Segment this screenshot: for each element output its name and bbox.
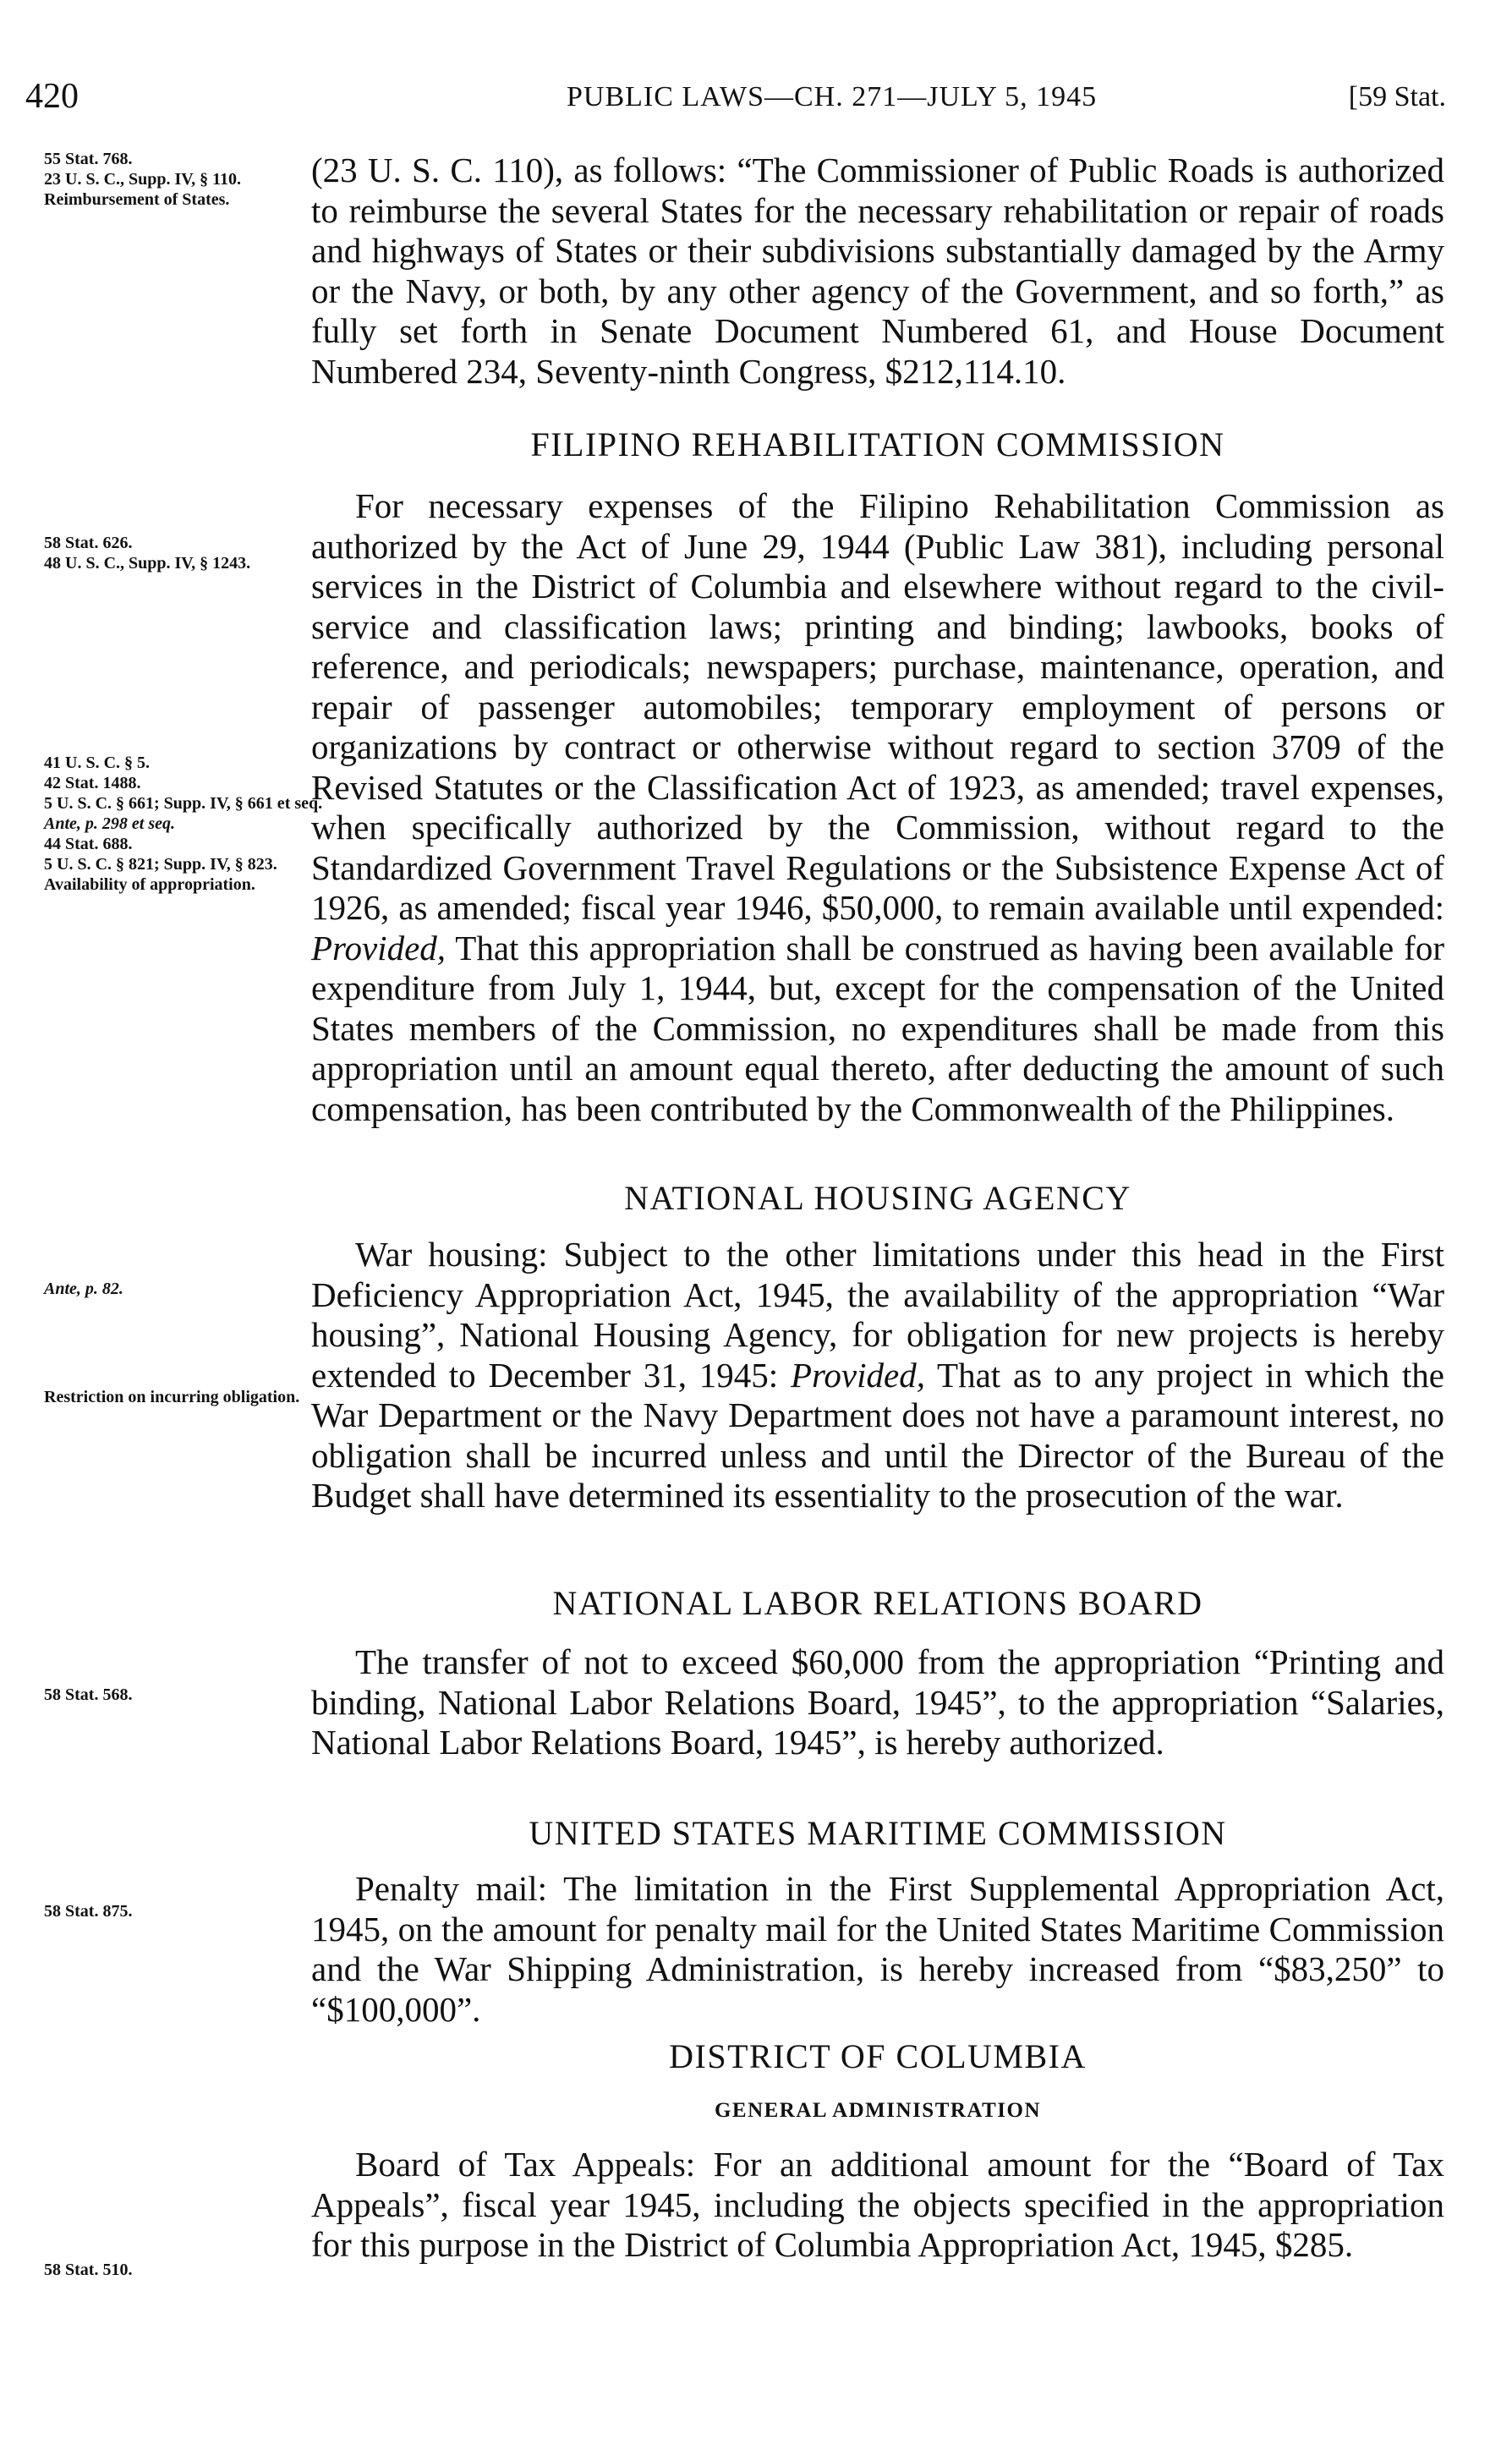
section-roads (311, 151, 1444, 392)
section-housing (311, 1235, 1444, 1516)
margin-note: 58 Stat. 626. (44, 534, 133, 552)
margin-notes-roads (44, 149, 289, 210)
heading-district-of-columbia: DISTRICT OF COLUMBIA (669, 2037, 1087, 2075)
margin-note: Restriction on incurring obligation. (44, 1388, 300, 1406)
margin-note: 44 Stat. 688. (44, 835, 133, 853)
margin-note: 23 U. S. C., Supp. IV, § 110. (44, 170, 242, 189)
page-number: 420 (25, 77, 79, 116)
margin-note: Ante, p. 298 et seq. (44, 814, 175, 833)
margin-note: 5 U. S. C. § 661; Supp. IV, § 661 et seq. (44, 794, 323, 813)
margin-notes-district (44, 2260, 289, 2280)
margin-notes-housing-b (44, 1387, 300, 1407)
proviso: Provided, (311, 928, 446, 967)
margin-note: 48 U. S. C., Supp. IV, § 1243. (44, 554, 251, 573)
margin-note: Availability of appropriation. (44, 875, 255, 894)
labor-paragraph: The transfer of not to exceed $60,000 from the appropriation “Printing and binding, National Labor Relations Board, 1945”, to the appropriation “Salaries, National Labor Relations Board, 1945”, is hereby authorized. (311, 1642, 1444, 1762)
margin-note: 58 Stat. 510. (44, 2261, 133, 2279)
margin-note: 58 Stat. 568. (44, 1685, 133, 1704)
volume-reference: [59 Stat. (1348, 81, 1446, 112)
proviso: Provided, (790, 1355, 925, 1395)
section-labor (311, 1642, 1444, 1763)
subheading-general-administration: GENERAL ADMINISTRATION (714, 2099, 1042, 2122)
margin-note: 55 Stat. 768. (44, 150, 133, 168)
section-district (311, 2145, 1444, 2266)
heading-national-housing-agency: NATIONAL HOUSING AGENCY (624, 1179, 1131, 1217)
margin-notes-labor (44, 1685, 289, 1705)
margin-notes-maritime (44, 1901, 289, 1921)
margin-note: 42 Stat. 1488. (44, 774, 141, 792)
margin-note: Ante, p. 82. (44, 1280, 123, 1298)
roads-paragraph: (23 U. S. C. 110), as follows: “The Commissioner of Public Roads is authorized to reimburse the several States for the necessary rehabilitation or repair of roads and highways of States or their subdivisions substantially damaged by the Army or the Navy, or both, by any other agency of the Government, and so forth,” as fully set forth in Senate Document Numbered 61, and House Document Numbered 234, Seventy-ninth Congress, $212,114.10. (311, 151, 1444, 391)
heading-national-labor-relations-board: NATIONAL LABOR RELATIONS BOARD (552, 1584, 1203, 1622)
margin-notes-filipino-a (44, 533, 289, 573)
maritime-paragraph: Penalty mail: The limitation in the First Supplemental Appropriation Act, 1945, on the amount for penalty mail for the United States Maritime Commission and the War Shipping Administration, is hereby increased from “$83,250” to “$100,000”. (311, 1869, 1444, 2029)
section-maritime (311, 1869, 1444, 2030)
housing-paragraph: War housing: Subject to the other limitations under this head in the First Deficiency Appropriation Act, 1945, the availability of the appropriation “War housing”, National Housing Agency, for obligation for new projects is hereby extended to December 31, 1945: Provided, That as to any project in which the War Department or the Navy Department does not have a paramount interest, no obligation shall be incurred unless and until the Director of the Bureau of the Budget shall have determined its essentiality to the prosecution of the war. (311, 1235, 1444, 1515)
margin-note: Reimbursement of States. (44, 190, 230, 209)
margin-note: 41 U. S. C. § 5. (44, 754, 151, 772)
heading-filipino-rehabilitation: FILIPINO REHABILITATION COMMISSION (530, 425, 1225, 463)
margin-note: 58 Stat. 875. (44, 1902, 133, 1921)
heading-maritime-commission: UNITED STATES MARITIME COMMISSION (529, 1814, 1227, 1852)
section-filipino (311, 486, 1444, 1129)
district-paragraph: Board of Tax Appeals: For an additional amount for the “Board of Tax Appeals”, fiscal year 1945, including the objects specified in the appropriation for this purpose in the District of Columbia Appropriation Act, 1945, $285. (311, 2145, 1444, 2264)
margin-notes-housing-a (44, 1279, 289, 1299)
filipino-paragraph: For necessary expenses of the Filipino Rehabilitation Commission as authorized by the Act of June 29, 1944 (Public Law 381), including personal services in the District of Columbia and elsewhere without regard to the civil-service and classification laws; printing and binding; lawbooks, books of reference, and periodicals; newspapers; purchase, maintenance, operation, and repair of passenger automobiles; temporary employment of persons or organizations by contract or otherwise without regard to section 3709 of the Revised Statutes or the Classification Act of 1923, as amended; travel expenses, when specifically authorized by the Commission, without regard to the Standardized Government Travel Regulations or the Subsistence Expense Act of 1926, as amended; fiscal year 1946, $50,000, to remain available until expended: Provided, That this appropriation shall be construed as having been available for expenditure from July 1, 1944, but, except for the compensation of the United States members of the Commission, no expenditures shall be made from this appropriation until an amount equal thereto, after deducting the amount of such compensation, has been contributed by the Commonwealth of the Philippines. (311, 486, 1444, 1128)
margin-notes-filipino-b (44, 753, 323, 895)
running-title: PUBLIC LAWS—CH. 271—JULY 5, 1945 (567, 81, 1098, 112)
margin-note: 5 U. S. C. § 821; Supp. IV, § 823. (44, 855, 277, 874)
page-header (25, 76, 1446, 118)
